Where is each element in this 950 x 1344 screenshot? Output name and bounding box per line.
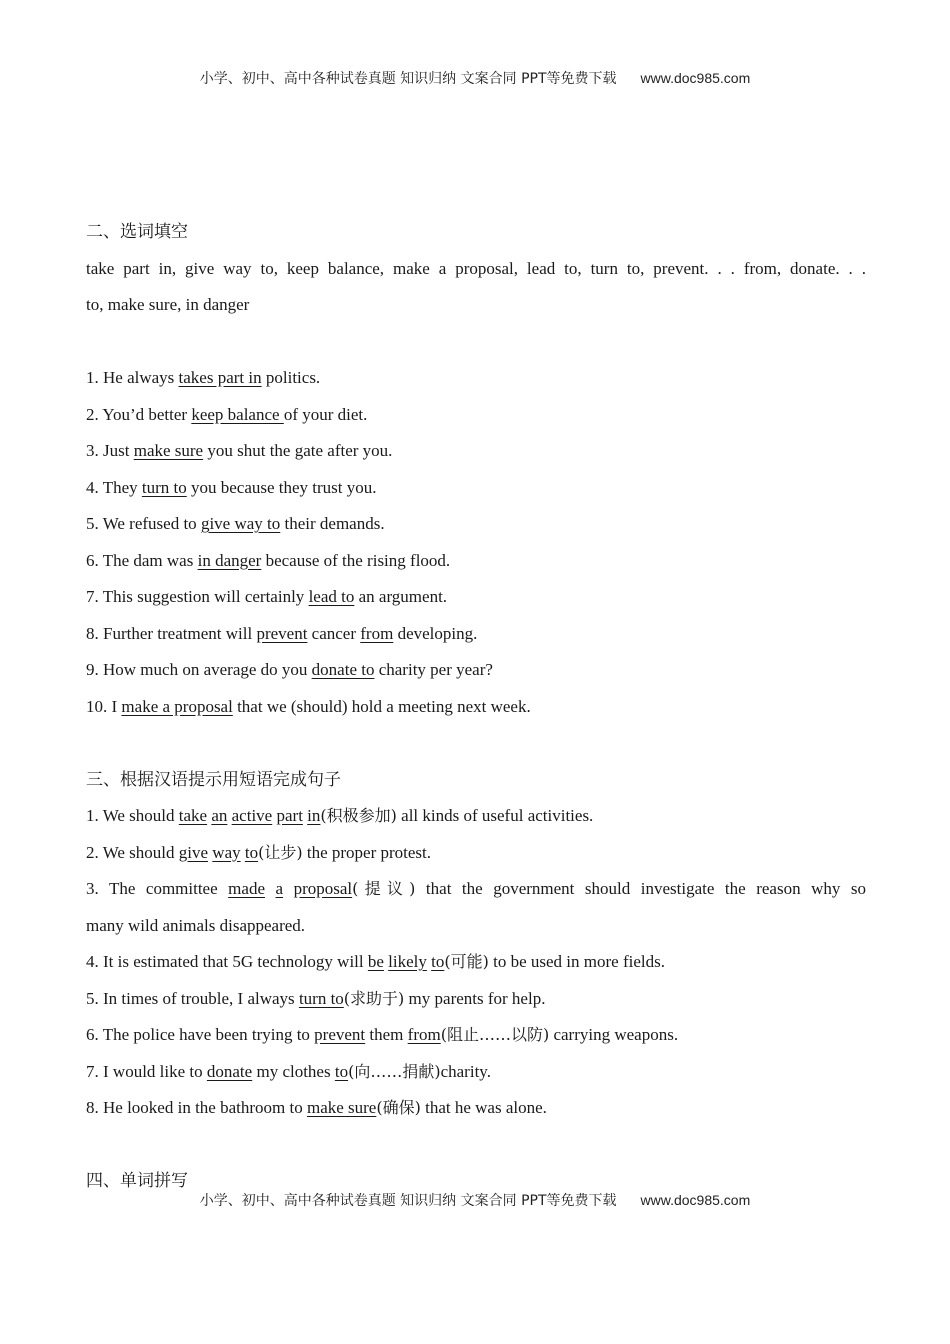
sec2-item-1: 1. He always takes part in politics.	[86, 368, 321, 387]
answer: in danger	[197, 550, 262, 570]
sec2-item-2: 2. You’d better keep balance of your diet.	[86, 404, 368, 424]
sec3-item-2: 2. We should give way to(让步) the proper protest.	[86, 842, 432, 862]
sec3-item-8: 8. He looked in the bathroom to make sure(确保) that he was alone.	[86, 1098, 547, 1117]
sec3-item-5: 5. In times of trouble, I always turn to(求助于) my parents for help.	[86, 988, 546, 1008]
sec3-item-4: 4. It is estimated that 5G technology will be likely to(可能) to be used in more fields.	[86, 952, 665, 971]
page-footer	[0, 1190, 950, 1210]
section-2-title: 二、选词填空	[86, 222, 188, 242]
answer: takes part in	[178, 368, 262, 387]
word-bank-line-2: to, make sure, in danger	[86, 295, 250, 314]
footer-text: 小学、初中、高中各种试卷真题 知识归纳 文案合同 PPT等免费下载	[199, 1193, 617, 1209]
sec3-item-3: 3. The committee made a proposal(提议) that the government should investigate the reason why so	[86, 879, 866, 898]
header-site: www.doc985.com	[640, 70, 751, 86]
section-4-title: 四、单词拼写	[86, 1171, 188, 1191]
footer-site: www.doc985.com	[640, 1192, 751, 1208]
answer: make sure	[133, 441, 204, 460]
answer: lead to	[308, 587, 355, 606]
answer: turn to	[141, 477, 187, 497]
answer: donate to	[311, 660, 375, 679]
page-header	[0, 68, 950, 88]
sec2-item-3: 3. Just make sure you shut the gate after you.	[86, 441, 393, 460]
answer: prevent	[256, 623, 308, 643]
sec3-item-3-cont: many wild animals disappeared.	[86, 915, 306, 935]
answer: make a proposal	[121, 696, 233, 716]
sec2-item-7: 7. This suggestion will certainly lead to an argument.	[86, 587, 448, 606]
answer: give way to	[200, 514, 281, 533]
answer: keep balance	[191, 404, 284, 424]
section-3-title: 三、根据汉语提示用短语完成句子	[86, 769, 341, 790]
header-text: 小学、初中、高中各种试卷真题 知识归纳 文案合同 PPT等免费下载	[199, 71, 617, 87]
word-bank-line-1: take part in, give way to, keep balance, make a proposal, lead to, turn to, prevent. . . from, donate. . .	[86, 258, 866, 278]
sec2-item-8: 8. Further treatment will prevent cancer from developing.	[86, 623, 478, 643]
sec3-item-7: 7. I would like to donate my clothes to(向……捐献)charity.	[86, 1061, 491, 1081]
document-body	[86, 214, 866, 1200]
sec2-item-5: 5. We refused to give way to their demands.	[86, 514, 385, 533]
sec2-item-10: 10. I make a proposal that we (should) hold a meeting next week.	[86, 696, 531, 716]
sec3-item-1: 1. We should take an active part in(积极参加) all kinds of useful activities.	[86, 806, 594, 825]
sec3-item-6: 6. The police have been trying to prevent them from(阻止……以防) carrying weapons.	[86, 1025, 679, 1044]
sec2-item-6: 6. The dam was in danger because of the rising flood.	[86, 550, 451, 570]
answer: from	[360, 623, 394, 643]
sec2-item-4: 4. They turn to you because they trust you.	[86, 477, 377, 497]
sec2-item-9: 9. How much on average do you donate to charity per year?	[86, 660, 493, 679]
